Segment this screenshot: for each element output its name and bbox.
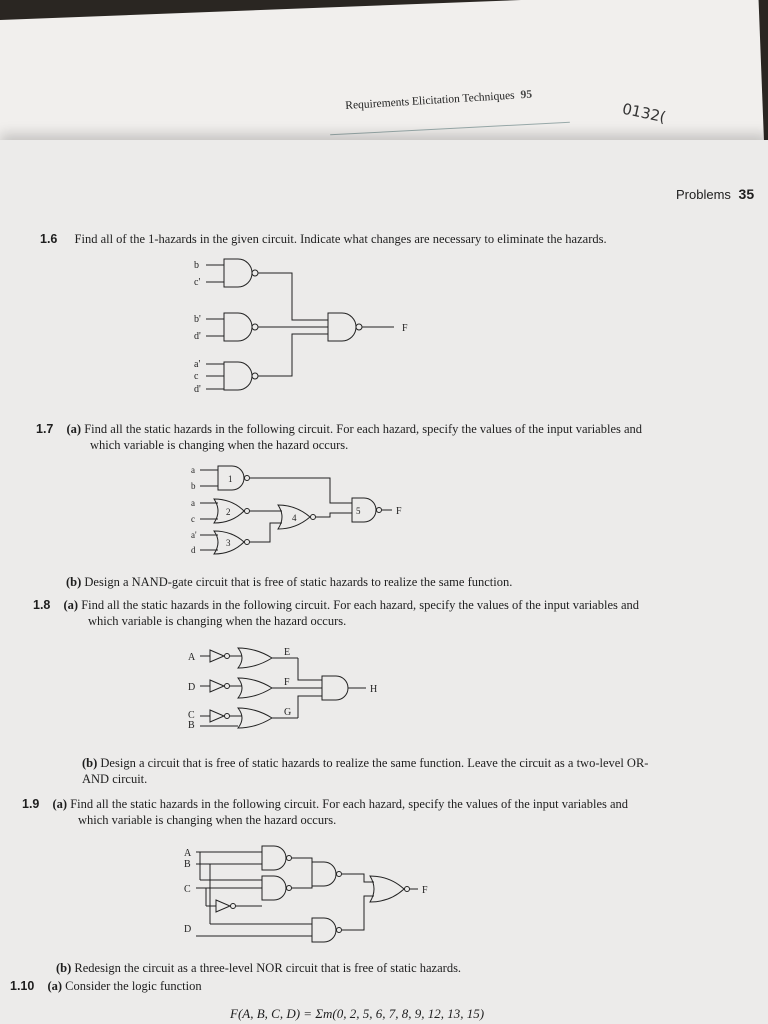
textbook-page: [0, 140, 768, 1024]
or-gate: [370, 876, 404, 902]
gate-number: 1: [228, 474, 233, 484]
gate-number: 2: [226, 507, 231, 517]
problem-number: 1.8: [33, 598, 51, 612]
and-gate-h: [322, 676, 348, 700]
gate-output-label: E: [284, 647, 291, 658]
problem-1-6: [40, 231, 607, 247]
output-label: F: [396, 506, 402, 517]
handwritten-note: 0132(: [620, 99, 668, 127]
problem-number: 1.6: [40, 232, 58, 246]
circuit-1-7: [190, 460, 430, 560]
or-gate-f: [238, 678, 272, 698]
part-label: (a): [52, 797, 68, 811]
input-label: b: [191, 481, 196, 491]
input-label: B: [188, 720, 195, 731]
input-label: a': [194, 359, 201, 370]
output-label: H: [370, 684, 378, 695]
part-label: (b): [56, 961, 72, 975]
output-label: F: [402, 323, 408, 334]
input-label: a: [191, 498, 195, 508]
part-a-text-line2: which variable is changing when the hazard occurs.: [90, 438, 349, 452]
input-label: c': [194, 277, 201, 288]
part-a-text: Consider the logic function: [65, 979, 202, 993]
part-a-text-line1: Find all the static hazards in the following circuit. For each hazard, specify the values of the input variables and: [70, 797, 629, 811]
nand-gate: [262, 846, 286, 870]
gate-number: 3: [226, 538, 231, 548]
nand-gate-output: [328, 313, 394, 341]
part-label: (b): [82, 756, 98, 770]
part-b-text: Redesign the circuit as a three-level NOR circuit that is free of static hazards.: [74, 961, 462, 975]
circuit-1-6: [180, 252, 420, 402]
part-b-text-line1: Design a circuit that is free of static hazards to realize the same function. Leave the circuit as a two-level OR-: [100, 756, 649, 770]
part-b-text: Design a NAND-gate circuit that is free of static hazards to realize the same function.: [84, 575, 513, 589]
input-label: d': [194, 384, 201, 395]
part-a-text-line1: Find all the static hazards in the following circuit. For each hazard, specify the values of the input variables and: [81, 598, 640, 612]
input-label: c: [191, 514, 195, 524]
input-label: b': [194, 314, 201, 325]
or-gate-e: [238, 648, 272, 668]
gate-number: 5: [356, 506, 361, 516]
problem-number: 1.9: [22, 797, 40, 811]
circuit-1-9: [178, 840, 448, 950]
output-label: F: [422, 885, 428, 896]
problem-number: 1.10: [10, 979, 35, 993]
gate-output-label: F: [284, 677, 290, 688]
problem-1-7: [36, 421, 642, 437]
not-gate: [210, 650, 224, 662]
input-label: d: [191, 545, 196, 555]
nand-gate: [206, 259, 258, 287]
input-label: A: [184, 848, 192, 859]
part-label: (a): [47, 979, 63, 993]
part-a-text-line1: Find all the static hazards in the following circuit. For each hazard, specify the values of the input variables and: [84, 422, 643, 436]
part-b-text-line2: AND circuit.: [82, 772, 148, 786]
circuit-1-8: [180, 640, 410, 740]
problem-number: 1.7: [36, 422, 54, 436]
logic-function-equation: F(A, B, C, D) = Σm(0, 2, 5, 6, 7, 8, 9, 12, 13, 15): [230, 1006, 485, 1021]
not-gate: [216, 900, 230, 912]
page-header: [676, 186, 754, 202]
not-gate: [210, 710, 224, 722]
problem-1-7-part-b: [66, 574, 512, 590]
input-label: A: [188, 652, 196, 663]
problem-1-9: [22, 796, 628, 812]
part-a-text-line2: which variable is changing when the hazard occurs.: [78, 813, 337, 827]
page-header-title: Problems: [676, 187, 731, 202]
input-label: a: [191, 465, 195, 475]
problem-1-10: [10, 978, 202, 994]
problem-1-8-part-b: [82, 755, 648, 771]
part-a-text-line2: which variable is changing when the hazard occurs.: [88, 614, 347, 628]
input-label: a': [191, 530, 197, 540]
back-page-title: Requirements Elicitation Techniques: [345, 89, 515, 112]
not-gate: [210, 680, 224, 692]
back-page-number: 95: [520, 88, 533, 102]
part-label: (a): [63, 598, 79, 612]
part-label: (a): [66, 422, 82, 436]
part-label: (b): [66, 575, 82, 589]
input-label: C: [188, 710, 195, 721]
gate-number: 4: [292, 513, 297, 523]
input-label: D: [188, 682, 196, 693]
gate-output-label: G: [284, 707, 292, 718]
input-label: B: [184, 859, 191, 870]
nand-gate: [206, 362, 258, 390]
input-label: D: [184, 924, 192, 935]
nand-gate: [262, 876, 286, 900]
problem-1-8: [33, 597, 639, 613]
page-header-number: 35: [738, 186, 755, 202]
or-gate-g: [238, 708, 272, 728]
input-label: d': [194, 331, 201, 342]
input-label: b: [194, 260, 199, 271]
nand-gate: [312, 918, 336, 942]
problem-1-9-part-b: [56, 960, 461, 976]
input-label: C: [184, 884, 191, 895]
nand-gate: [312, 862, 336, 886]
input-label: c: [194, 371, 199, 382]
problem-text: Find all of the 1-hazards in the given circuit. Indicate what changes are necessary to eliminate the hazards.: [74, 232, 607, 246]
nand-gate: [206, 313, 258, 341]
